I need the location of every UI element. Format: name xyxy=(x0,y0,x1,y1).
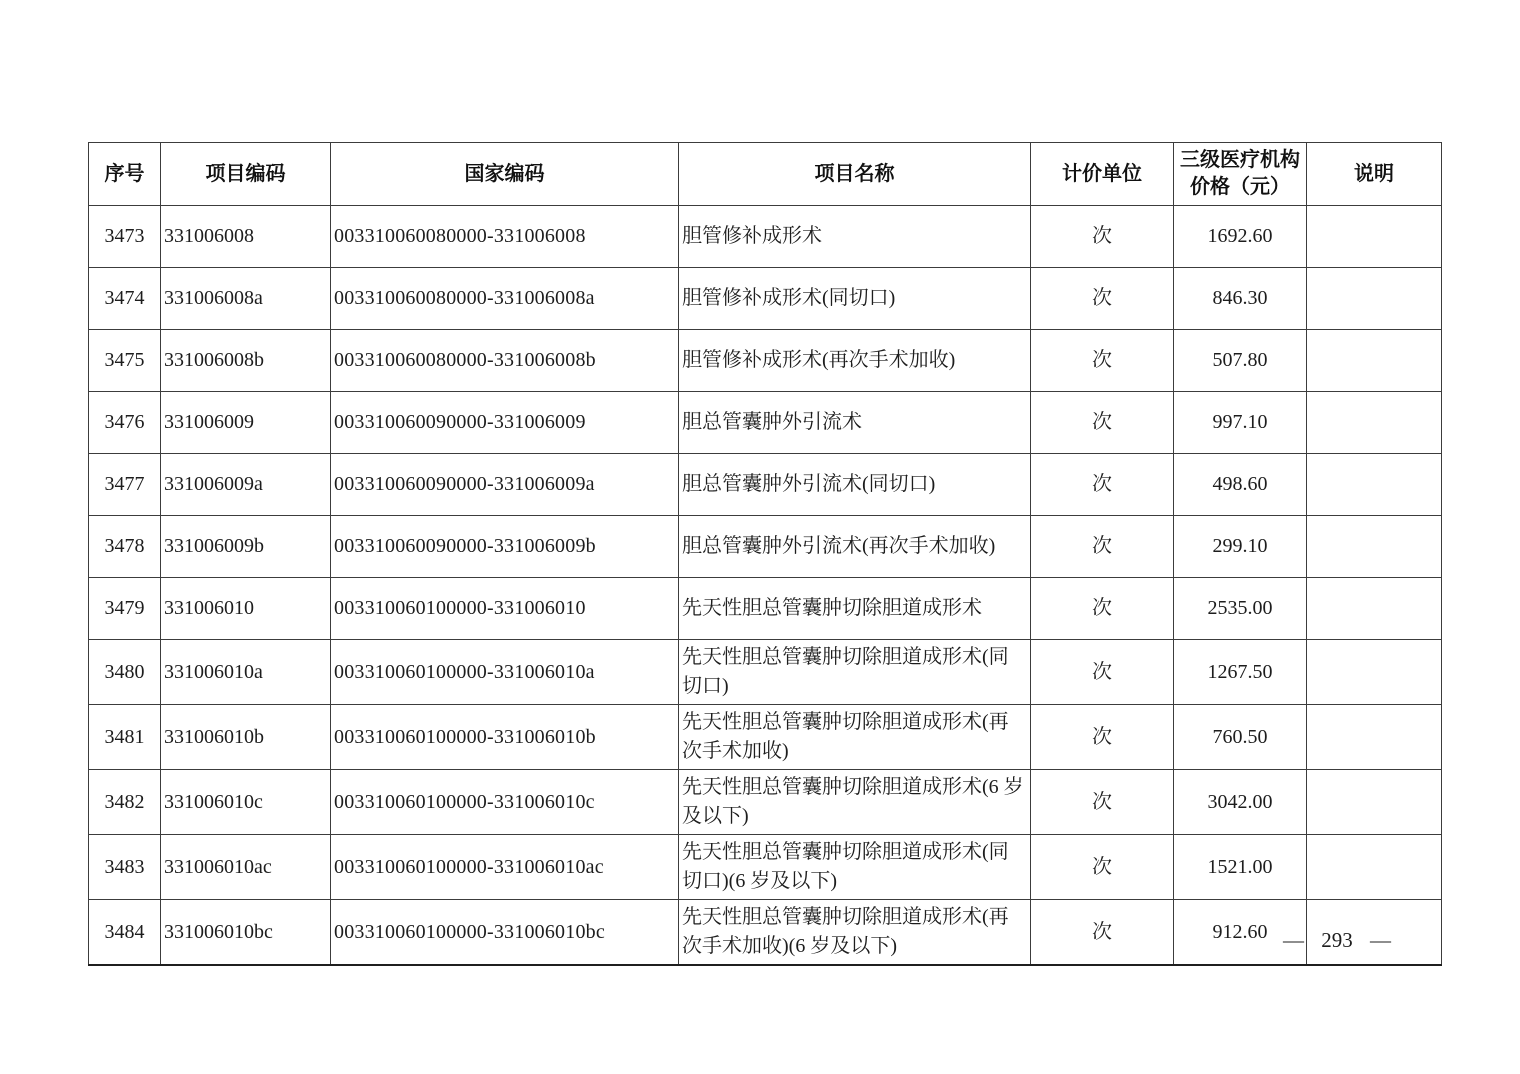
cell-unit: 次 xyxy=(1031,330,1174,392)
table-row xyxy=(89,640,1442,705)
cell-unit: 次 xyxy=(1031,454,1174,516)
col-header-note: 说明 xyxy=(1307,143,1442,206)
cell-item-code: 331006010 xyxy=(161,578,331,640)
cell-unit: 次 xyxy=(1031,578,1174,640)
cell-national-code: 003310060100000-331006010ac xyxy=(331,835,679,900)
cell-index: 3476 xyxy=(89,392,161,454)
col-header-price: 三级医疗机构价格（元） xyxy=(1174,143,1307,206)
cell-item-code: 331006010a xyxy=(161,640,331,705)
cell-national-code: 003310060100000-331006010 xyxy=(331,578,679,640)
cell-item-code: 331006010ac xyxy=(161,835,331,900)
cell-item-code: 331006010c xyxy=(161,770,331,835)
table-row xyxy=(89,578,1442,640)
cell-index: 3481 xyxy=(89,705,161,770)
cell-price: 507.80 xyxy=(1174,330,1307,392)
cell-note xyxy=(1307,268,1442,330)
cell-item-code: 331006010bc xyxy=(161,900,331,966)
cell-price: 1521.00 xyxy=(1174,835,1307,900)
cell-item-name: 胆管修补成形术(同切口) xyxy=(679,268,1031,330)
table-row xyxy=(89,206,1442,268)
cell-price: 2535.00 xyxy=(1174,578,1307,640)
col-header-item-name: 项目名称 xyxy=(679,143,1031,206)
cell-national-code: 003310060100000-331006010a xyxy=(331,640,679,705)
cell-index: 3479 xyxy=(89,578,161,640)
cell-item-name: 先天性胆总管囊肿切除胆道成形术(同切口) xyxy=(679,640,1031,705)
cell-note xyxy=(1307,392,1442,454)
col-header-item-code: 项目编码 xyxy=(161,143,331,206)
cell-unit: 次 xyxy=(1031,516,1174,578)
cell-unit: 次 xyxy=(1031,206,1174,268)
cell-note xyxy=(1307,770,1442,835)
cell-unit: 次 xyxy=(1031,770,1174,835)
cell-item-name: 先天性胆总管囊肿切除胆道成形术(再次手术加收)(6 岁及以下) xyxy=(679,900,1031,966)
table-row xyxy=(89,330,1442,392)
cell-national-code: 003310060090000-331006009 xyxy=(331,392,679,454)
cell-national-code: 003310060100000-331006010c xyxy=(331,770,679,835)
page-number: — 293 — xyxy=(1283,928,1391,952)
cell-unit: 次 xyxy=(1031,640,1174,705)
cell-item-code: 331006008a xyxy=(161,268,331,330)
table-header-row xyxy=(89,143,1442,206)
cell-note xyxy=(1307,705,1442,770)
cell-item-name: 先天性胆总管囊肿切除胆道成形术(6 岁及以下) xyxy=(679,770,1031,835)
cell-index: 3484 xyxy=(89,900,161,966)
cell-price: 846.30 xyxy=(1174,268,1307,330)
cell-item-name: 胆总管囊肿外引流术 xyxy=(679,392,1031,454)
cell-unit: 次 xyxy=(1031,835,1174,900)
table-row xyxy=(89,835,1442,900)
medical-price-table xyxy=(88,142,1442,966)
cell-note xyxy=(1307,578,1442,640)
cell-national-code: 003310060090000-331006009b xyxy=(331,516,679,578)
table-row xyxy=(89,454,1442,516)
cell-index: 3482 xyxy=(89,770,161,835)
table-row xyxy=(89,392,1442,454)
cell-item-code: 331006008b xyxy=(161,330,331,392)
cell-price: 1692.60 xyxy=(1174,206,1307,268)
cell-item-name: 先天性胆总管囊肿切除胆道成形术(同切口)(6 岁及以下) xyxy=(679,835,1031,900)
cell-item-name: 胆管修补成形术(再次手术加收) xyxy=(679,330,1031,392)
cell-index: 3473 xyxy=(89,206,161,268)
cell-index: 3483 xyxy=(89,835,161,900)
table-row xyxy=(89,268,1442,330)
cell-price: 3042.00 xyxy=(1174,770,1307,835)
table-row xyxy=(89,705,1442,770)
table-row xyxy=(89,516,1442,578)
cell-index: 3475 xyxy=(89,330,161,392)
col-header-unit: 计价单位 xyxy=(1031,143,1174,206)
cell-index: 3478 xyxy=(89,516,161,578)
cell-price: 299.10 xyxy=(1174,516,1307,578)
cell-item-name: 胆管修补成形术 xyxy=(679,206,1031,268)
cell-national-code: 003310060100000-331006010bc xyxy=(331,900,679,966)
cell-price: 760.50 xyxy=(1174,705,1307,770)
col-header-index: 序号 xyxy=(89,143,161,206)
cell-item-name: 先天性胆总管囊肿切除胆道成形术 xyxy=(679,578,1031,640)
cell-note xyxy=(1307,206,1442,268)
cell-note xyxy=(1307,640,1442,705)
cell-unit: 次 xyxy=(1031,392,1174,454)
cell-note xyxy=(1307,516,1442,578)
cell-item-code: 331006009 xyxy=(161,392,331,454)
cell-item-code: 331006010b xyxy=(161,705,331,770)
cell-price: 1267.50 xyxy=(1174,640,1307,705)
cell-item-name: 胆总管囊肿外引流术(再次手术加收) xyxy=(679,516,1031,578)
cell-item-code: 331006009b xyxy=(161,516,331,578)
cell-index: 3480 xyxy=(89,640,161,705)
cell-unit: 次 xyxy=(1031,268,1174,330)
cell-item-name: 先天性胆总管囊肿切除胆道成形术(再次手术加收) xyxy=(679,705,1031,770)
cell-national-code: 003310060080000-331006008 xyxy=(331,206,679,268)
table-row xyxy=(89,770,1442,835)
cell-price: 997.10 xyxy=(1174,392,1307,454)
cell-item-code: 331006008 xyxy=(161,206,331,268)
cell-price: 498.60 xyxy=(1174,454,1307,516)
cell-index: 3474 xyxy=(89,268,161,330)
cell-note xyxy=(1307,835,1442,900)
col-header-national-code: 国家编码 xyxy=(331,143,679,206)
cell-unit: 次 xyxy=(1031,900,1174,966)
cell-note xyxy=(1307,330,1442,392)
cell-item-name: 胆总管囊肿外引流术(同切口) xyxy=(679,454,1031,516)
price-table-container xyxy=(88,142,1441,966)
table-row xyxy=(89,900,1442,966)
cell-price: 912.60 xyxy=(1174,900,1307,966)
cell-national-code: 003310060080000-331006008b xyxy=(331,330,679,392)
cell-note xyxy=(1307,454,1442,516)
cell-unit: 次 xyxy=(1031,705,1174,770)
cell-index: 3477 xyxy=(89,454,161,516)
cell-national-code: 003310060100000-331006010b xyxy=(331,705,679,770)
cell-national-code: 003310060090000-331006009a xyxy=(331,454,679,516)
cell-national-code: 003310060080000-331006008a xyxy=(331,268,679,330)
cell-item-code: 331006009a xyxy=(161,454,331,516)
